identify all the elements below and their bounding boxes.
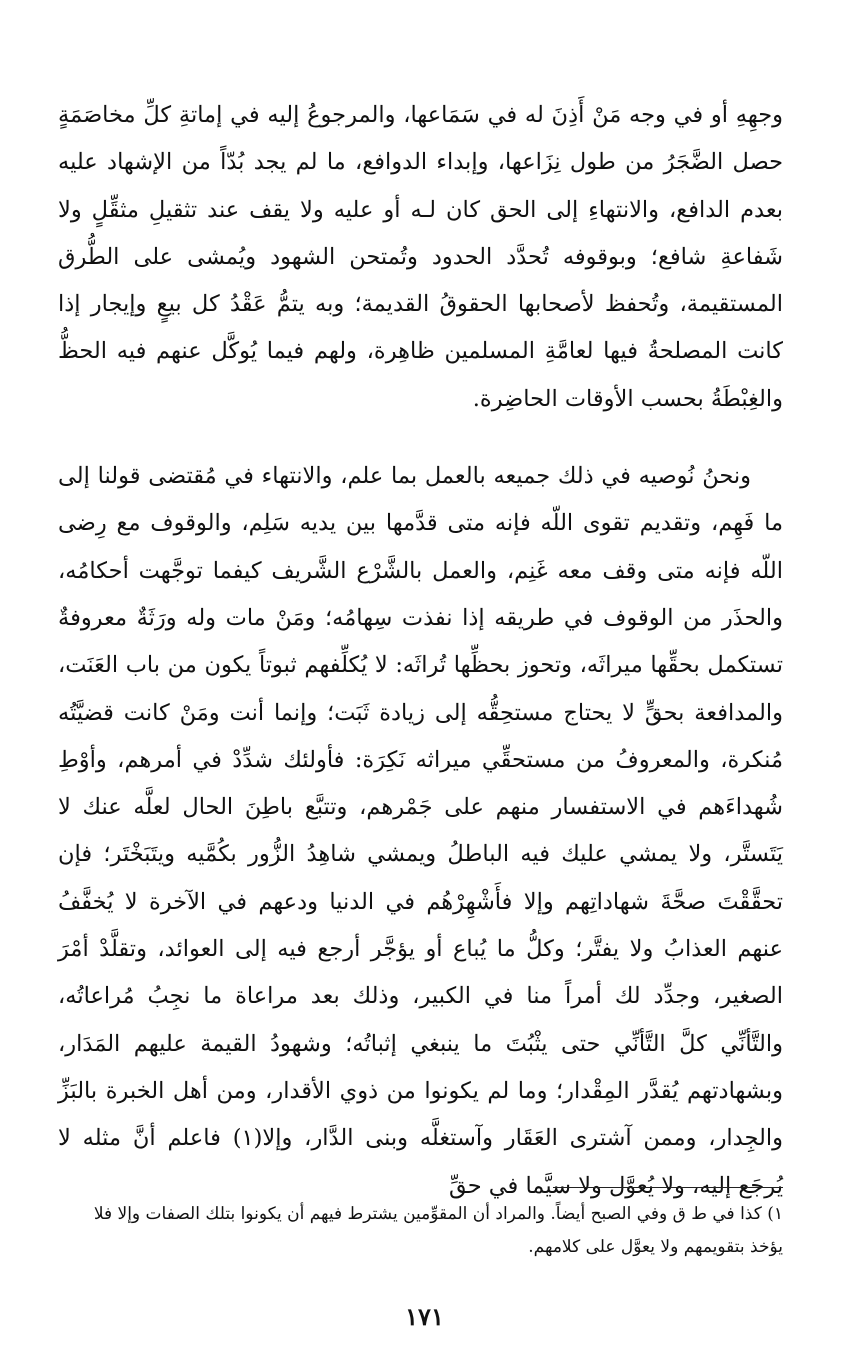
main-text — [58, 92, 783, 1210]
paragraph-1: وجهِهِ أو في وجه مَنْ أَذِنَ له في سَمَاعها، والمرجوعُ إليه في إماتةِ كلِّ مخاصَمَةٍ حصل الضَّجَرُ من طول نِزَاعها، وإبداء الدوافع، ما لم يجد بُدّاً من الإشهاد عليه بعدم الدافع، والانتهاءِ إلى الحق كان لـه أو عليه ولا يقف عند تثقيلِ مثقِّلٍ ولا شَفاعةِ شافع؛ وبوقوفه تُحدَّد الحدود وتُمتحن الشهود ويُمشى على الطُّرق المستقيمة، وتُحفظ لأصحابها الحقوقُ القديمة؛ وبه يتمُّ عَقْدُ كل بيعٍ وإيجار إذا كانت المصلحةُ فيها لعامَّةِ المسلمين ظاهِرة، ولهم فيما يُوكَّل عنهم فيه الحظُّ والغِبْطَةُ بحسب الأوقات الحاضِرة. — [58, 102, 783, 412]
paragraph-2: ونحنُ نُوصيه في ذلك جميعه بالعمل بما علم، والانتهاء في مُقتضى قولنا إلى ما فَهِم، وتقديم تقوى اللّه فإنه متى قدَّمها بين يديه سَلِم، والوقوف مع رِضى اللّه فإنه متى وقف معه غَنِم، والعمل بالشَّرْع الشَّريف كيفما توجَّهت أحكامُه، والحذَر من الوقوف في طريقه إذا نفذت سِهامُه؛ ومَنْ مات وله ورَثَةٌ معروفةٌ تستكمل بحقِّها ميراثَه، وتحوز بحظِّها تُراثَه: لا يُكلِّفهم ثبوتاً يكون من باب العَنَت، والمدافعة بحقٍّ لا يحتاج مستحِقُّه إلى زيادة ثَبَت؛ وإنما أنت ومَنْ كانت قضيَّتُه مُنكرة، والمعروفُ من مستحقِّي ميراثه نَكِرَة: فأولئك شدِّدْ في أمرهم، وأوْطِ شُهداءَهم في الاستفسار منهم على جَمْرهم، وتتبَّع باطِنَ الحال لعلَّه عنك لا يَتَستَّر، ولا يمشي عليك فيه الباطلُ ويمشي شاهِدُ الزُّور بكُمَّيه ويتَبَخْتَر؛ فإن تحقَّقْتَ صحَّةَ شهاداتِهم وإلا فأَشْهِرْهُم في الدنيا ودعهم في الآخرة لا يُخفَّفُ عنهم العذابُ ولا يفتَّر؛ وكلُّ ما يُباع أو يؤجَّر أرجع فيه إلى العوائد، وتقلَّدْ أمْرَ الصغير، وجدِّد لك أمراً منا في الكبير، وذلك بعد مراعاة ما نجِبُ مُراعاتُه، والتَّأنِّي كلَّ التَّأنِّي حتى يثْبُتَ ما ينبغي إثباتُه؛ وشهودُ القيمة عليهم المَدَار، وبشهادتهم يُقدَّر المِقْدار؛ وما لم يكونوا من ذوي الأقدار، ومن أهل الخبرة بالبَزِّ والجِدار، وممن آشترى العَقَار وآستغلَّه وبنى الدَّار، وإلا(١) فاعلم أنَّ مثله لا يُرجَع إليه، ولا يُعوَّل ولا سيَّما في حقِّ — [58, 463, 783, 1199]
footnote: ١) كذا في ط ق وفي الصبح أيضاً. والمراد أن المقوِّمين يشترط فيهم أن يكونوا بتلك الصفات وإلا فلا يؤخذ بتقويمهم ولا يعوَّل على كلامهم. — [93, 1204, 783, 1257]
footnote-divider — [553, 1187, 783, 1188]
page-number: ١٧١ — [405, 1302, 444, 1331]
